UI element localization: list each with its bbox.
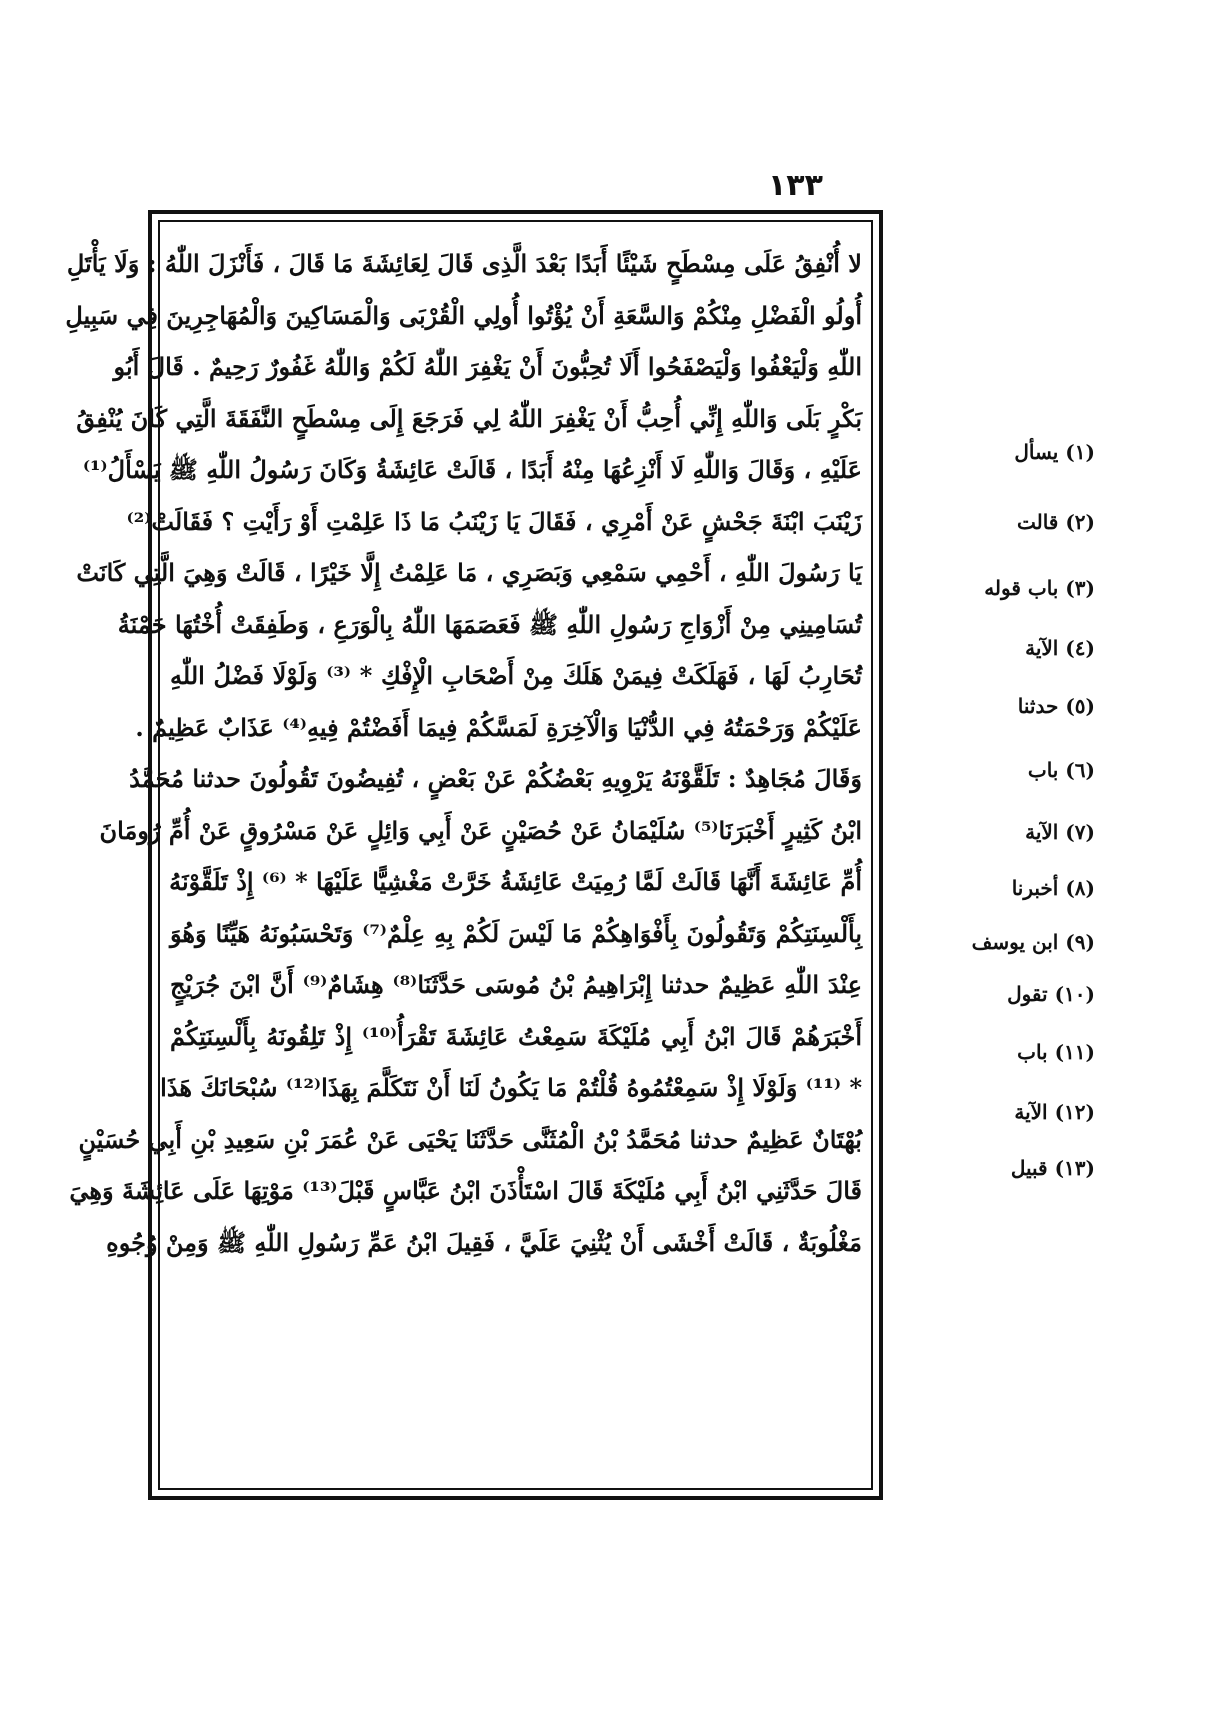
text-line: عَلَيْكُمْ وَرَحْمَتُهُ فِي الدُّنْيَا وَالْآخِرَةِ لَمَسَّكُمْ فِيمَا أَفَضْتُمْ فِيهِ⁽⁴⁾ عَذَابٌ عَظِيمٌ .: [135, 712, 862, 742]
text-line: * ⁽¹¹⁾ وَلَوْلَا إِذْ سَمِعْتُمُوهُ قُلْتُمْ مَا يَكُونُ لَنَا أَنْ نَتَكَلَّمَ بِهَذَا⁽¹²⁾ سُبْحَانَكَ هَذَا: [160, 1073, 862, 1102]
margin-note: (٨) أخبرنا: [1011, 876, 1095, 900]
page-number: ١٣٣: [768, 168, 823, 203]
text-line: تُسَامِينِي مِنْ أَزْوَاجِ رَسُولِ اللّٰهِ ﷺ فَعَصَمَهَا اللّٰهُ بِالْوَرَعِ ، وَطَفِقَتْ أُخْتُهَا حَمْنَةُ: [117, 609, 862, 639]
margin-note: (٩) ابن يوسف: [971, 930, 1095, 954]
text-line: بُهْتَانٌ عَظِيمٌ حدثنا مُحَمَّدُ بْنُ الْمُثَنَّى حَدَّثَنَا يَحْيَى عَنْ عُمَرَ بْنِ سَعِيدِ بْنِ أَبِي حُسَيْنٍ: [78, 1124, 862, 1154]
text-line: وَقَالَ مُجَاهِدٌ : تَلَقَّوْنَهُ يَرْوِيهِ بَعْضُكُمْ عَنْ بَعْضٍ ، تُفِيضُونَ تَقُولُونَ حدثنا مُحَمَّدُ: [129, 764, 862, 793]
text-line: قَالَ حَدَّثَنِي ابْنُ أَبِي مُلَيْكَةَ قَالَ اسْتَأْذَنَ ابْنُ عَبَّاسٍ قَبْلَ⁽¹³⁾ مَوْتِهَا عَلَى عَائِشَةَ وَهِيَ: [69, 1176, 862, 1205]
main-text-block: [65, 238, 863, 1268]
margin-note: (١٣) قبيل: [1010, 1156, 1095, 1180]
text-line: أُمِّ عَائِشَةَ أَنَّهَا قَالَتْ لَمَّا رُمِيَتْ عَائِشَةُ خَرَّتْ مَغْشِيًّا عَلَيْهَا * ⁽⁶⁾ إِذْ تَلَقَّوْنَهُ: [169, 867, 862, 896]
text-line: أَخْبَرَهُمْ قَالَ ابْنُ أَبِي مُلَيْكَةَ سَمِعْتُ عَائِشَةَ تَقْرَأُ⁽¹⁰⁾ إِذْ تَلِقُونَهُ بِأَلْسِنَتِكُمْ: [170, 1021, 862, 1051]
text-line: أُولُو الْفَضْلِ مِنْكُمْ وَالسَّعَةِ أَنْ يُؤْتُوا أُولِي الْقُرْبَى وَالْمَسَاكِينَ وَالْمُهَاجِرِينَ فِي سَبِيلِ: [65, 300, 862, 330]
margin-note: (٥) حدثنا: [1017, 694, 1095, 718]
margin-note: (١) يسأل: [1014, 440, 1095, 464]
margin-note: (١٠) تقول: [1007, 982, 1095, 1006]
margin-note: (٣) باب قوله: [984, 576, 1095, 600]
margin-note: (١١) باب: [1017, 1040, 1095, 1064]
margin-note: (٧) الآية: [1025, 820, 1095, 844]
text-line: تُحَارِبُ لَهَا ، فَهَلَكَتْ فِيمَنْ هَلَكَ مِنْ أَصْحَابِ الْإِفْكِ * ⁽³⁾ وَلَوْلَا فَضْلُ اللّٰهِ: [170, 661, 863, 690]
text-line: ابْنُ كَثِيرٍ أَخْبَرَنَا⁽⁵⁾ سُلَيْمَانُ عَنْ حُصَيْنٍ عَنْ أَبِي وَائِلٍ عَنْ مَسْرُوقٍ عَنْ أُمِّ رُومَانَ: [99, 815, 862, 845]
text-line: زَيْنَبَ ابْنَةَ جَحْشٍ عَنْ أَمْرِي ، فَقَالَ يَا زَيْنَبُ مَا ذَا عَلِمْتِ أَوْ رَأَيْتِ ؟ فَقَالَتْ⁽²⁾: [126, 506, 862, 536]
text-line: يَا رَسُولَ اللّٰهِ ، أَحْمِي سَمْعِي وَبَصَرِي ، مَا عَلِمْتُ إِلَّا خَيْرًا ، قَالَتْ وَهِيَ الَّتِي كَانَتْ: [76, 558, 862, 587]
text-line: بَكْرٍ بَلَى وَاللّٰهِ إِنِّي أُحِبُّ أَنْ يَغْفِرَ اللّٰهُ لِي فَرَجَعَ إِلَى مِسْطَحٍ النَّفَقَةَ الَّتِي كَانَ يُنْفِقُ: [76, 403, 862, 433]
text-line: عَلَيْهِ ، وَقَالَ وَاللّٰهِ لَا أَنْزِعُهَا مِنْهُ أَبَدًا ، قَالَتْ عَائِشَةُ وَكَانَ رَسُولُ اللّٰهِ ﷺ يَسْأَلُ⁽¹⁾: [82, 455, 862, 484]
text-line: عِنْدَ اللّٰهِ عَظِيمٌ حدثنا إِبْرَاهِيمُ بْنُ مُوسَى حَدَّثَنَا⁽⁸⁾ هِشَامٌ⁽⁹⁾ أَنَّ ابْنَ جُرَيْجٍ: [170, 970, 863, 999]
margin-note: (٢) قالت: [1016, 510, 1095, 534]
margin-note: (٦) باب: [1027, 758, 1095, 782]
margin-note: (١٢) الآية: [1014, 1100, 1095, 1124]
text-line: اللّٰهِ وَلْيَعْفُوا وَلْيَصْفَحُوا أَلَا تُحِبُّونَ أَنْ يَغْفِرَ اللّٰهُ لَكُمْ وَاللّٰهُ غَفُورٌ رَحِيمٌ . قَالَ أَبُو: [113, 352, 862, 381]
text-line: بِأَلْسِنَتِكُمْ وَتَقُولُونَ بِأَفْوَاهِكُمْ مَا لَيْسَ لَكُمْ بِهِ عِلْمٌ⁽⁷⁾ وَتَحْسَبُونَهُ هَيِّنًا وَهُوَ: [170, 918, 863, 948]
text-line: مَغْلُوبَةٌ ، قَالَتْ أَخْشَى أَنْ يُثْنِيَ عَلَيَّ ، فَقِيلَ ابْنُ عَمِّ رَسُولِ اللّٰهِ ﷺ وَمِنْ وُجُوهِ: [106, 1227, 862, 1257]
text-line: لا أُنْفِقُ عَلَى مِسْطَحٍ شَيْئًا أَبَدًا بَعْدَ الَّذِى قَالَ لِعَائِشَةَ مَا قَالَ ، فَأَنْزَلَ اللّٰهُ : وَلَا يَأْتَلِ: [66, 249, 862, 278]
margin-note: (٤) الآية: [1025, 636, 1095, 660]
